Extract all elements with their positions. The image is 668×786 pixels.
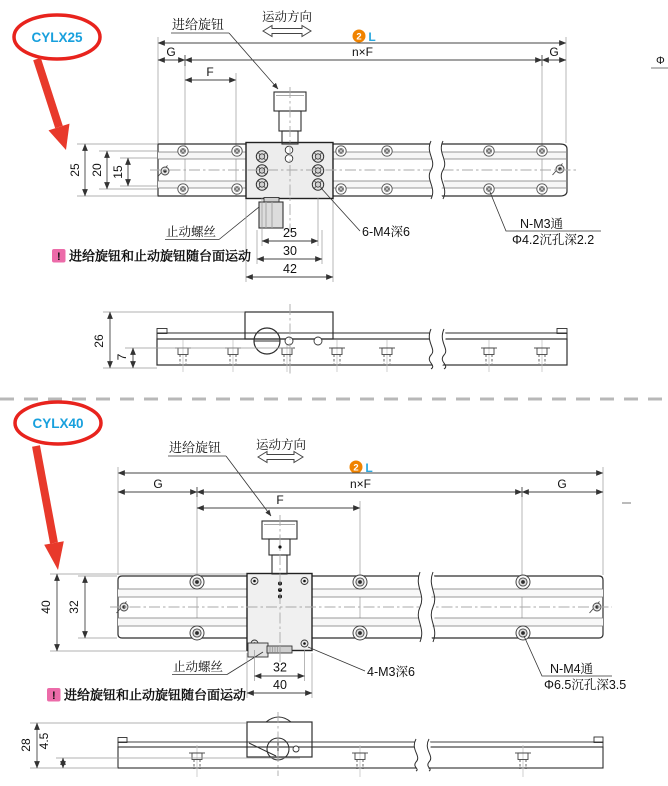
svg-text:2: 2	[356, 31, 362, 43]
counterbore-screw	[178, 146, 188, 156]
socket-screw	[312, 165, 323, 176]
rail-break	[429, 141, 444, 199]
counterbore-screw	[537, 146, 547, 156]
pointer-arrow	[36, 446, 64, 570]
counterbore-screw	[336, 146, 346, 156]
dim-label-g-right: G	[557, 477, 567, 491]
counterbore-screw	[516, 575, 530, 589]
dim-hole-pitch-row	[118, 477, 603, 638]
svg-text:!: !	[51, 690, 56, 702]
feed-knob-label: 进给旋钮	[172, 17, 225, 32]
counterbore-screw	[353, 626, 367, 640]
note	[47, 688, 246, 703]
counterbore-screw	[178, 184, 188, 194]
dim-label-side-outer: 28	[19, 738, 33, 752]
dim-label-side-inner: 7	[115, 353, 129, 361]
dim-label-width-outer: 40	[273, 678, 287, 692]
hole-spec	[490, 192, 601, 247]
note	[52, 249, 251, 264]
dim-label-g-left: G	[166, 45, 176, 59]
counterbore-screw	[190, 575, 204, 589]
model-label: CYLX40	[32, 416, 84, 431]
side-view	[19, 712, 603, 777]
rail-break	[418, 572, 434, 642]
dim-label-side-inner: 4.5	[37, 732, 51, 750]
feed-knob-label: 进给旋钮	[169, 440, 222, 455]
edge-clipped-phi: Φ	[656, 55, 665, 67]
hole-spec-line2: Φ6.5沉孔深3.5	[544, 678, 627, 692]
dim-label-width-inner: 25	[283, 226, 297, 240]
dim-label-height-inner: 15	[111, 165, 125, 179]
counterbore-screw	[516, 626, 530, 640]
side-view	[92, 304, 567, 374]
section-cylx25	[14, 9, 668, 374]
svg-text:2: 2	[353, 462, 359, 474]
dim-label-width-inner: 32	[273, 660, 287, 675]
counterbore-screw	[353, 575, 367, 589]
hole-spec-line1: N-M4通	[550, 662, 594, 676]
dim-label-height-outer: 25	[68, 163, 82, 177]
note-text: 进给旋钮和止动旋钮随台面运动	[69, 248, 252, 264]
stop-screw-label: 止动螺丝	[173, 660, 224, 674]
dim-f	[185, 65, 236, 196]
tap-spec-label: 6-M4深6	[362, 225, 410, 239]
counterbore-screw	[336, 184, 346, 194]
end-adjust-screw	[553, 164, 565, 176]
dim-label-width-outer: 42	[283, 262, 297, 276]
socket-screw	[256, 151, 267, 162]
corner-screw	[301, 640, 308, 647]
dim-label-height-mid: 32	[67, 600, 81, 614]
dim-label-l: L	[368, 30, 376, 44]
counterbore-screw	[232, 146, 242, 156]
double-arrow-icon	[263, 26, 311, 37]
counterbore-screw	[382, 184, 392, 194]
counterbore-screw	[537, 184, 547, 194]
carriage-side	[245, 312, 333, 339]
tap-spec-label: 4-M3深6	[367, 665, 415, 679]
counterbore-screw	[484, 146, 494, 156]
section-cylx40	[15, 402, 631, 777]
dim-label-g-left: G	[153, 477, 163, 491]
motion-direction-label: 运动方向	[262, 10, 313, 24]
carriage-side	[247, 722, 312, 757]
model-label: CYLX25	[31, 30, 83, 45]
pointer-arrow	[37, 59, 70, 150]
socket-screw	[256, 165, 267, 176]
dim-label-nxf: n×F	[350, 477, 372, 491]
end-adjust-screw	[158, 166, 170, 178]
hole-spec-line1: N-M3通	[520, 217, 564, 231]
dim-label-height-outer: 40	[39, 600, 53, 614]
dim-heights	[39, 574, 246, 651]
hole-spec-line2: Φ4.2沉孔深2.2	[512, 233, 595, 247]
dim-label-f: F	[276, 493, 284, 507]
corner-screw	[301, 578, 308, 585]
double-arrow-icon	[258, 452, 303, 463]
dim-label-width-mid: 30	[283, 244, 297, 258]
motion-direction-label: 运动方向	[256, 438, 307, 452]
socket-screw	[312, 151, 323, 162]
hole-spec	[524, 636, 626, 692]
counterbore-screw	[190, 626, 204, 640]
dim-heights	[68, 144, 157, 196]
counterbore-screw	[484, 184, 494, 194]
socket-screw	[312, 179, 323, 190]
note-text: 进给旋钮和止动旋钮随台面运动	[64, 687, 247, 703]
stop-screw	[259, 198, 283, 229]
counterbore-screw	[382, 146, 392, 156]
svg-text:!: !	[56, 251, 61, 263]
feed-knob	[262, 521, 297, 574]
dim-label-l: L	[365, 461, 373, 475]
counterbore-screw	[232, 184, 242, 194]
dim-label-f: F	[206, 65, 214, 79]
carriage-block	[246, 143, 333, 199]
dim-hole-pitch-row	[158, 45, 566, 196]
dim-label-nxf: n×F	[352, 45, 374, 59]
stop-screw-label: 止动螺丝	[166, 225, 217, 239]
socket-screw	[256, 179, 267, 190]
dim-label-side-outer: 26	[92, 334, 106, 348]
dim-label-height-mid: 20	[90, 163, 104, 177]
corner-screw	[251, 578, 258, 585]
carriage-block	[247, 574, 312, 651]
dim-label-g-right: G	[549, 45, 559, 59]
